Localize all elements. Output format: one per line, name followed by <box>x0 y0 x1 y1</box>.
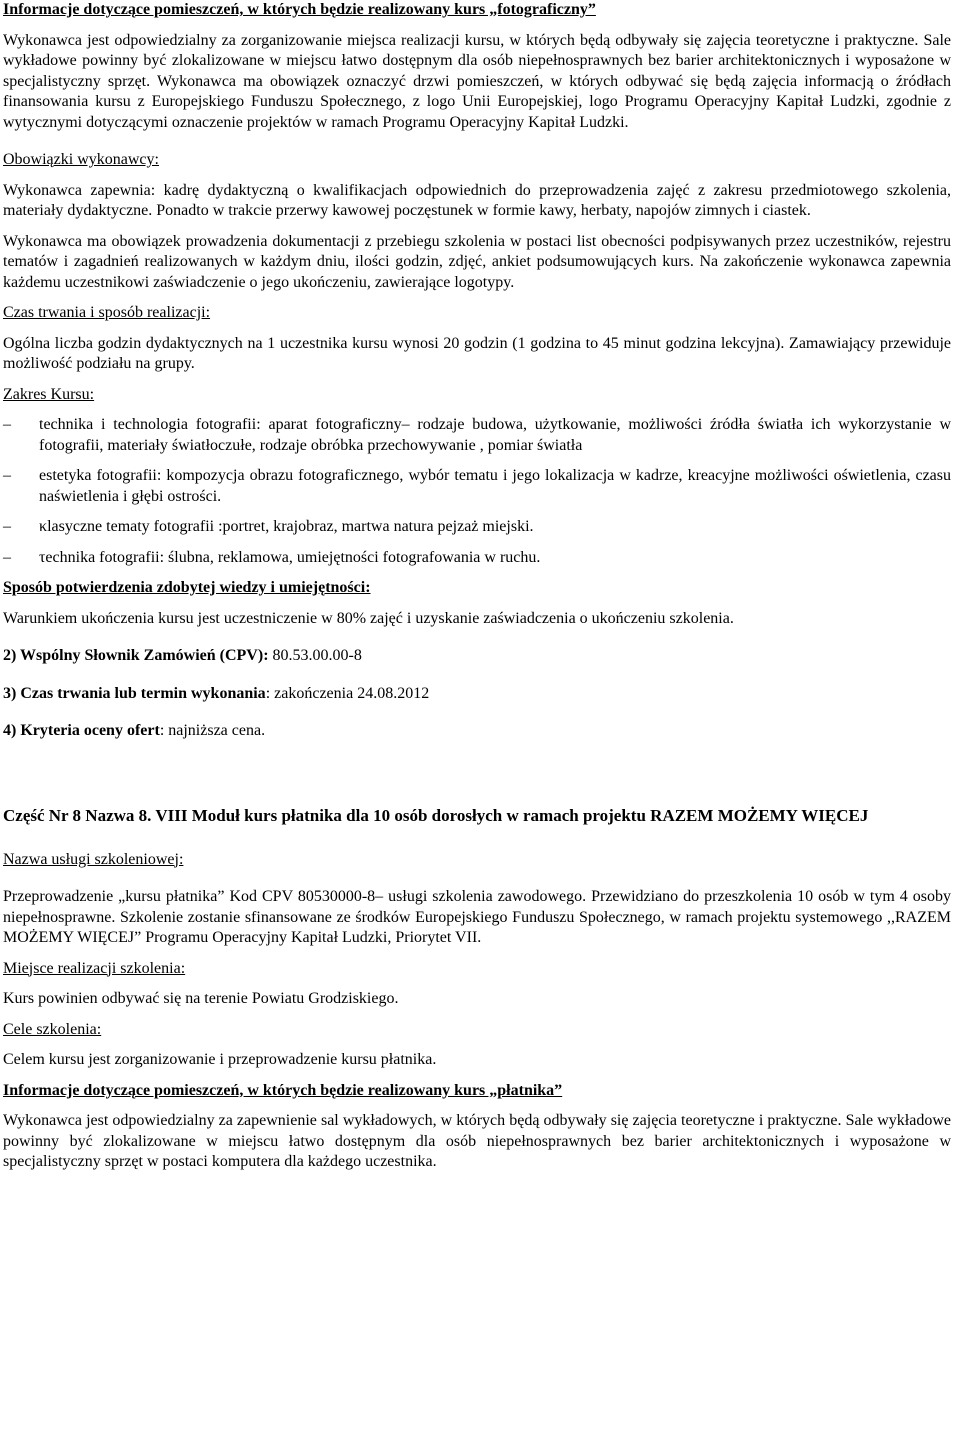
list-item <box>3 548 951 569</box>
para-platnik-info: Wykonawca jest odpowiedzialny za zapewnienie sal wykładowych, w których będą odbywały się zajęcia teoretyczne i praktyczne. Sale wykładowe powinny być zlokalizowane w miejscu łatwo dostępnym dla osób niepełnosprawnych bez barier architektonicznych i wyposażone w specjalistyczny sprzęt w postaci komputera dla każdego uczestnika. <box>3 1112 951 1170</box>
para-foto-info: Wykonawca jest odpowiedzialny za zorganizowanie miejsca realizacji kursu, w których będą odbywały się zajęcia teoretyczne i praktyczne. Sale wykładowe powinny być zlokalizowane w miejscu łatwo dostępnym dla osób niepełnosprawnych bez barier architektonicznych i wyposażone w specjalistyczny sprzęt. Wykonawca ma obowiązek oznaczyć drzwi pomieszczeń, w których odbywać się będą zajęcia informacją o źródłach finansowania kursu z Europejskiego Funduszu Społecznego, z logo Unii Europejskiej, logo Programu Operacyjny Kapitał Ludzki, zgodnie z wytycznymi dotyczącymi oznaczenie projektów w ramach Programu Operacyjny Kapitał Ludzki. <box>3 31 951 131</box>
kryteria-label: 4) Kryteria oceny ofert <box>3 722 160 739</box>
part-heading: Część Nr 8 Nazwa 8. VIII Moduł kurs płatnika dla 10 osób dorosłych w ramach projektu RAZEM MOŻEMY WIĘCEJ <box>3 805 869 825</box>
cpv-value: 80.53.00.00-8 <box>268 647 362 664</box>
para-cele: Celem kursu jest zorganizowanie i przeprowadzenie kursu płatnika. <box>3 1051 437 1068</box>
termin-line <box>3 684 951 705</box>
kryteria-line <box>3 721 951 742</box>
dash-marker: – <box>3 548 11 566</box>
heading-zakres: Zakres Kursu: <box>3 385 95 403</box>
termin-value: : zakończenia 24.08.2012 <box>265 684 430 702</box>
cpv-label: 2) Wspólny Słownik Zamówień (CPV): <box>3 647 269 664</box>
heading-miejsce: Miejsce realizacji szkolenia: <box>3 959 186 977</box>
dash-marker: – <box>3 467 11 484</box>
heading-sposob: Sposób potwierdzenia zdobytej wiedzy i umiejętności: <box>3 579 371 596</box>
list-item <box>3 466 951 507</box>
para-nazwa: Przeprowadzenie „kursu płatnika” Kod CPV 80530000-8– usługi szkolenia zawodowego. Przewidziano do przeszkolenia 10 osób w tym 4 osoby niepełnosprawne. Szkolenie zostanie sfinansowane ze środków Europejskiego Funduszu Społecznego, w ramach projektu systemowego ,,RAZEM MOŻEMY WIĘCEJ” Programu Operacyjny Kapitał Ludzki, Priorytet VII. <box>3 888 951 946</box>
heading-foto-info: Informacje dotyczące pomieszczeń, w których będzie realizowany kurs „fotograficzny” <box>3 1 596 18</box>
list-item <box>3 415 951 456</box>
heading-czas: Czas trwania i sposób realizacji: <box>3 304 211 321</box>
list-item-text: estetyka fotografii: kompozycja obrazu fotograficznego, wybór tematu i jego lokalizacja w kadrze, kreacyjne możliwości oświetlenia, czasu naświetlenia i głębi ostrości. <box>39 467 951 505</box>
heading-obowiazki: Obowiązki wykonawcy: <box>3 151 159 168</box>
heading-cele: Cele szkolenia: <box>3 1020 102 1038</box>
kryteria-value: : najniższa cena. <box>159 722 266 739</box>
dash-marker: – <box>3 416 11 433</box>
heading-nazwa: Nazwa usługi szkoleniowej: <box>3 850 184 868</box>
dash-marker: – <box>3 518 11 535</box>
para-obowiazki-1: Wykonawca zapewnia: kadrę dydaktyczną o kwalifikacjach odpowiednich do przeprowadzenia zajęć z zakresu przedmiotowego szkolenia, materiały dydaktyczne. Ponadto w trakcie przerwy kawowej poczęstunek w formie kawy, herbaty, napojów zimnych i ciastek. <box>3 181 951 219</box>
para-obowiazki-2: Wykonawca ma obowiązek prowadzenia dokumentacji z przebiegu szkolenia w postaci list obecności podpisywanych przez uczestników, rejestru tematów i zagadnień realizowanych w każdym dniu, ilości godzin, zdjęć, ankiet podsumowujących kurs. Na zakończenie wykonawca zapewnia każdemu uczestnikowi zaświadczenie o jego ukończeniu, zawierające logotypy. <box>3 232 951 291</box>
cpv-line <box>3 646 951 667</box>
list-item-text: τechnika fotografii: ślubna, reklamowa, umiejętności fotografowania w ruchu. <box>39 548 541 566</box>
para-sposob: Warunkiem ukończenia kursu jest uczestniczenie w 80% zajęć i uzyskanie zaświadczenia o ukończeniu szkolenia. <box>3 609 734 627</box>
heading-platnik-info: Informacje dotyczące pomieszczeń, w których będzie realizowany kurs „płatnika” <box>3 1081 563 1099</box>
list-item <box>3 517 951 538</box>
termin-label: 3) Czas trwania lub termin wykonania <box>3 684 266 702</box>
para-czas: Ogólna liczba godzin dydaktycznych na 1 uczestnika kursu wynosi 20 godzin (1 godzina to 45 minut godzina lekcyjna). Zamawiający przewiduje możliwość podziału na grupy. <box>3 334 951 372</box>
list-item-text: technika i technologia fotografii: aparat fotograficzny– rodzaje budowa, użytkowanie, możliwości źródła światła ich wykorzystanie w fotografii, materiały światłoczułe, rodzaje obróbka przechowywanie , pomiar światła <box>39 416 951 454</box>
para-miejsce: Kurs powinien odbywać się na terenie Powiatu Grodziskiego. <box>3 990 399 1007</box>
list-item-text: κlasyczne tematy fotografii :portret, krajobraz, martwa natura pejzaż miejski. <box>39 518 534 535</box>
